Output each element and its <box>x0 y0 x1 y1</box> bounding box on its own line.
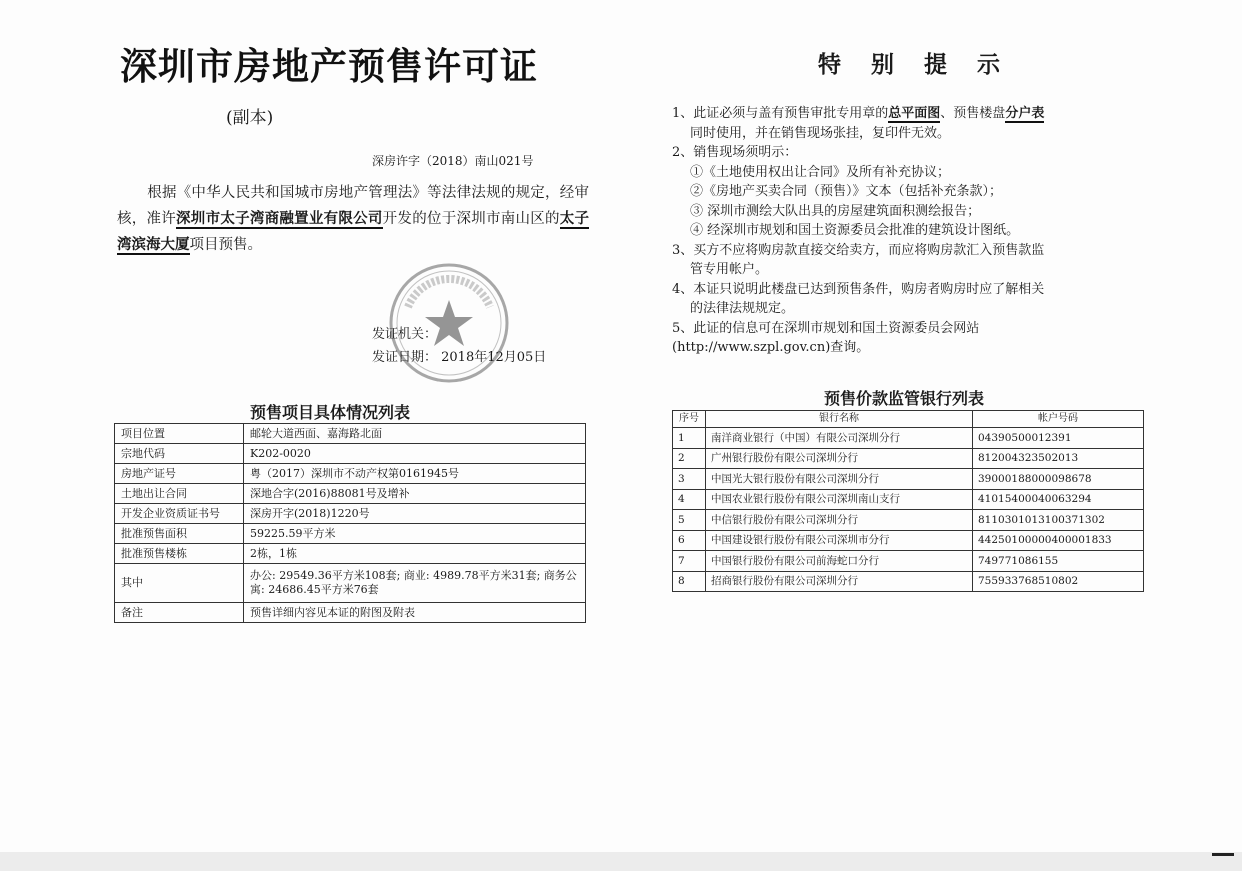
bank-name: 中国银行股份有限公司前海蛇口分行 <box>706 551 973 572</box>
copy-label: (副本) <box>226 108 274 128</box>
notice-item-1-cont: 同时使用，并在销售现场张挂，复印件无效。 <box>690 125 951 141</box>
corner-mark <box>1212 853 1234 856</box>
table-row <box>673 530 1144 551</box>
unit-table-emphasis: 分户表 <box>1005 106 1045 121</box>
bank-account: 41015400040063294 <box>973 489 1144 510</box>
bank-account: 8110301013100371302 <box>973 510 1144 531</box>
bank-name: 中国光大银行股份有限公司深圳分行 <box>706 469 973 490</box>
row-value: 深房开字(2018)1220号 <box>244 504 586 524</box>
bank-account: 44250100000400001833 <box>973 530 1144 551</box>
bank-table-title: 预售价款监管银行列表 <box>824 389 985 408</box>
table-row <box>115 504 586 524</box>
notice-item-5: 5、此证的信息可在深圳市规划和国土资源委员会网站 <box>672 320 980 336</box>
bank-no: 4 <box>673 489 706 510</box>
bank-name: 南洋商业银行（中国）有限公司深圳分行 <box>706 428 973 449</box>
bank-name: 广州银行股份有限公司深圳分行 <box>706 448 973 469</box>
bank-no: 6 <box>673 530 706 551</box>
approval-text-2: 开发的位于深圳市南山区的 <box>382 211 560 227</box>
bank-name: 中国建设银行股份有限公司深圳市分行 <box>706 530 973 551</box>
header-no: 序号 <box>673 411 706 428</box>
bank-no: 5 <box>673 510 706 531</box>
header-bank-name: 银行名称 <box>706 411 973 428</box>
project-table-title: 预售项目具体情况列表 <box>250 403 411 422</box>
row-value: 2栋，1栋 <box>244 544 586 564</box>
project-name: 太子湾滨海大厦 <box>117 211 590 253</box>
table-row <box>673 571 1144 592</box>
row-key: 批准预售楼栋 <box>115 544 244 564</box>
bank-account: 812004323502013 <box>973 448 1144 469</box>
issuing-authority-label: 发证机关： <box>372 327 438 342</box>
table-row <box>115 544 586 564</box>
row-key: 开发企业资质证书号 <box>115 504 244 524</box>
developer-name: 深圳市太子湾商融置业有限公司 <box>176 211 383 227</box>
bank-no: 7 <box>673 551 706 572</box>
row-value: 预售详细内容见本证的附图及附表 <box>244 603 586 623</box>
supervising-bank-table <box>672 410 1144 592</box>
notice-text: 1、此证必须与盖有预售审批专用章的 <box>672 106 889 121</box>
notice-item-2: 2、销售现场须明示： <box>672 145 798 160</box>
table-row <box>673 510 1144 531</box>
row-key: 项目位置 <box>115 424 244 444</box>
row-key: 批准预售面积 <box>115 524 244 544</box>
bank-account: 39000188000098678 <box>973 469 1144 490</box>
table-header-row <box>673 411 1144 428</box>
certificate-number: 深房许字（2018）南山021号 <box>372 154 534 168</box>
special-notice-title: 特别提示 <box>818 52 1030 78</box>
bank-no: 3 <box>673 469 706 490</box>
row-value: K202-0020 <box>244 444 586 464</box>
table-row <box>673 428 1144 449</box>
row-value: 粤（2017）深圳市不动产权第0161945号 <box>244 464 586 484</box>
row-value: 办公: 29549.36平方米108套; 商业: 4989.78平方米31套; 商务公寓: 24686.45平方米76套 <box>244 564 586 603</box>
notice-text: 、预售楼盘 <box>940 106 1006 121</box>
row-key: 其中 <box>115 564 244 603</box>
table-row <box>673 489 1144 510</box>
approval-text-3: 项目预售。 <box>189 237 262 253</box>
table-row <box>115 564 586 603</box>
table-row <box>673 448 1144 469</box>
notice-item-4-cont: 的法律法规规定。 <box>690 301 795 316</box>
approval-text-1: 根据《中华人民共和国城市房地产管理法》等法律法规的规定，经审核，准许 <box>117 185 589 227</box>
certificate-title: 深圳市房地产预售许可证 <box>120 45 538 88</box>
bank-no: 8 <box>673 571 706 592</box>
notice-subitem-2: ②《房地产买卖合同（预售）》文本（包括补充条款）； <box>690 184 1003 199</box>
row-key: 宗地代码 <box>115 444 244 464</box>
row-value: 59225.59平方米 <box>244 524 586 544</box>
bank-name: 中信银行股份有限公司深圳分行 <box>706 510 973 531</box>
table-row <box>673 469 1144 490</box>
bank-name: 招商银行股份有限公司深圳分行 <box>706 571 973 592</box>
header-account: 帐户号码 <box>973 411 1144 428</box>
row-key: 备注 <box>115 603 244 623</box>
notice-item-4: 4、本证只说明此楼盘已达到预售条件，购房者购房时应了解相关 <box>672 281 1045 297</box>
table-row <box>115 603 586 623</box>
notice-item-3: 3、买方不应将购房款直接交给卖方，而应将购房款汇入预售款监 <box>672 242 1045 258</box>
website-url: (http://www.szpl.gov.cn)查询。 <box>672 340 870 355</box>
bank-account: 04390500012391 <box>973 428 1144 449</box>
bank-name: 中国农业银行股份有限公司深圳南山支行 <box>706 489 973 510</box>
table-row <box>115 524 586 544</box>
table-row <box>115 484 586 504</box>
notice-subitem-3: ③ 深圳市测绘大队出具的房屋建筑面积测绘报告； <box>690 203 981 219</box>
approval-paragraph <box>117 180 589 258</box>
table-row <box>673 551 1144 572</box>
issue-date: 发证日期： 2018年12月05日 <box>372 350 547 365</box>
table-row <box>115 444 586 464</box>
bank-no: 1 <box>673 428 706 449</box>
row-value: 邮轮大道西面、嘉海路北面 <box>244 424 586 444</box>
row-value: 深地合字(2016)88081号及增补 <box>244 484 586 504</box>
table-row <box>115 424 586 444</box>
project-details-table <box>114 423 586 623</box>
notice-list <box>672 104 1142 358</box>
table-row <box>115 464 586 484</box>
row-key: 房地产证号 <box>115 464 244 484</box>
notice-item-1 <box>672 104 1142 124</box>
notice-item-3-cont: 管专用帐户。 <box>690 262 769 277</box>
bank-account: 755933768510802 <box>973 571 1144 592</box>
row-key: 土地出让合同 <box>115 484 244 504</box>
bottom-edge <box>0 852 1242 871</box>
bank-account: 749771086155 <box>973 551 1144 572</box>
bank-no: 2 <box>673 448 706 469</box>
site-plan-emphasis: 总平面图 <box>888 106 941 121</box>
notice-subitem-1: ①《土地使用权出让合同》及所有补充协议； <box>690 164 951 180</box>
notice-subitem-4: ④ 经深圳市规划和国土资源委员会批准的建筑设计图纸。 <box>690 223 1020 238</box>
